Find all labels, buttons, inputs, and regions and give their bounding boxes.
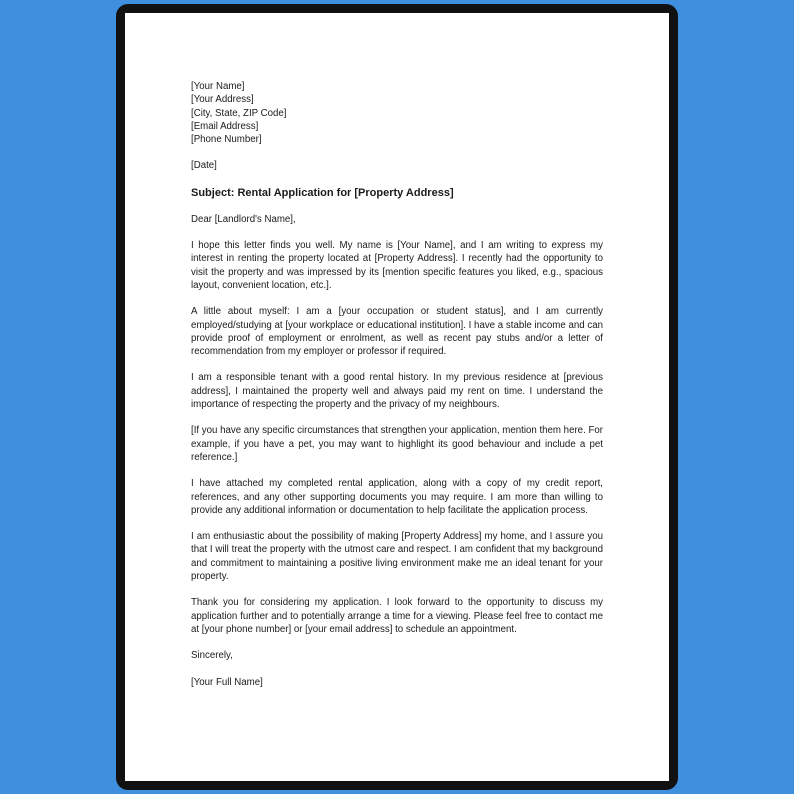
letter-body [191, 80, 603, 689]
sender-name: [Your Name] [191, 81, 245, 92]
letter-subject: Subject: Rental Application for [Property Address] [191, 186, 454, 199]
paragraph-attachments: I have attached my completed rental application, along with a copy of my credit report, references, and any other supporting documents you may require. I am more than willing to provide any additional information or documentation to help facilitate the application process. [191, 478, 603, 516]
sender-phone: [Phone Number] [191, 134, 262, 146]
paragraph-about-me: A little about myself: I am a [your occupation or student status], and I am currently employed/studying at [your workplace or educational institution]. I have a stable income and can provide proof of employment or enrolment, as well as recent pay stubs and/or a letter of recommendation from my employer or professor if required. [191, 306, 603, 358]
sender-email: [Email Address] [191, 120, 259, 132]
closing: Sincerely, [191, 650, 233, 662]
paragraph-rental-history: I am a responsible tenant with a good rental history. In my previous residence at [previous address], I maintained the property well and always paid my rent on time. I understand the importance of respecting the property and the privacy of my neighbours. [191, 372, 603, 411]
paragraph-circumstances: [If you have any specific circumstances that strengthen your application, mention them here. For example, if you have a pet, you may want to highlight its good behaviour and include a pet reference.] [191, 425, 603, 463]
letter-date: [Date] [191, 160, 217, 172]
sender-block [191, 80, 603, 146]
paragraph-introduction: I hope this letter finds you well. My name is [Your Name], and I am writing to express my interest in renting the property located at [Property Address]. I recently had the opportunity to visit the property and was impressed by its [mention specific features you liked, e.g., spacious layout, convenient location, etc.]. [191, 240, 603, 291]
letter-page [125, 13, 669, 781]
sender-city: [City, State, ZIP Code] [191, 107, 287, 119]
signature: [Your Full Name] [191, 676, 263, 688]
paragraph-thanks: Thank you for considering my application. I look forward to the opportunity to discuss my application further and to potentially arrange a time for a viewing. Please feel free to contact me at [your phone number] or [your email address] to schedule an appointment. [191, 597, 603, 635]
salutation: Dear [Landlord's Name], [191, 213, 296, 225]
paragraph-enthusiasm: I am enthusiastic about the possibility of making [Property Address] my home, and I assure you that I will treat the property with the utmost care and respect. I am confident that my background and commitment to maintaining a positive living environment make me an ideal tenant for your property. [191, 531, 603, 583]
sender-address: [Your Address] [191, 94, 254, 106]
